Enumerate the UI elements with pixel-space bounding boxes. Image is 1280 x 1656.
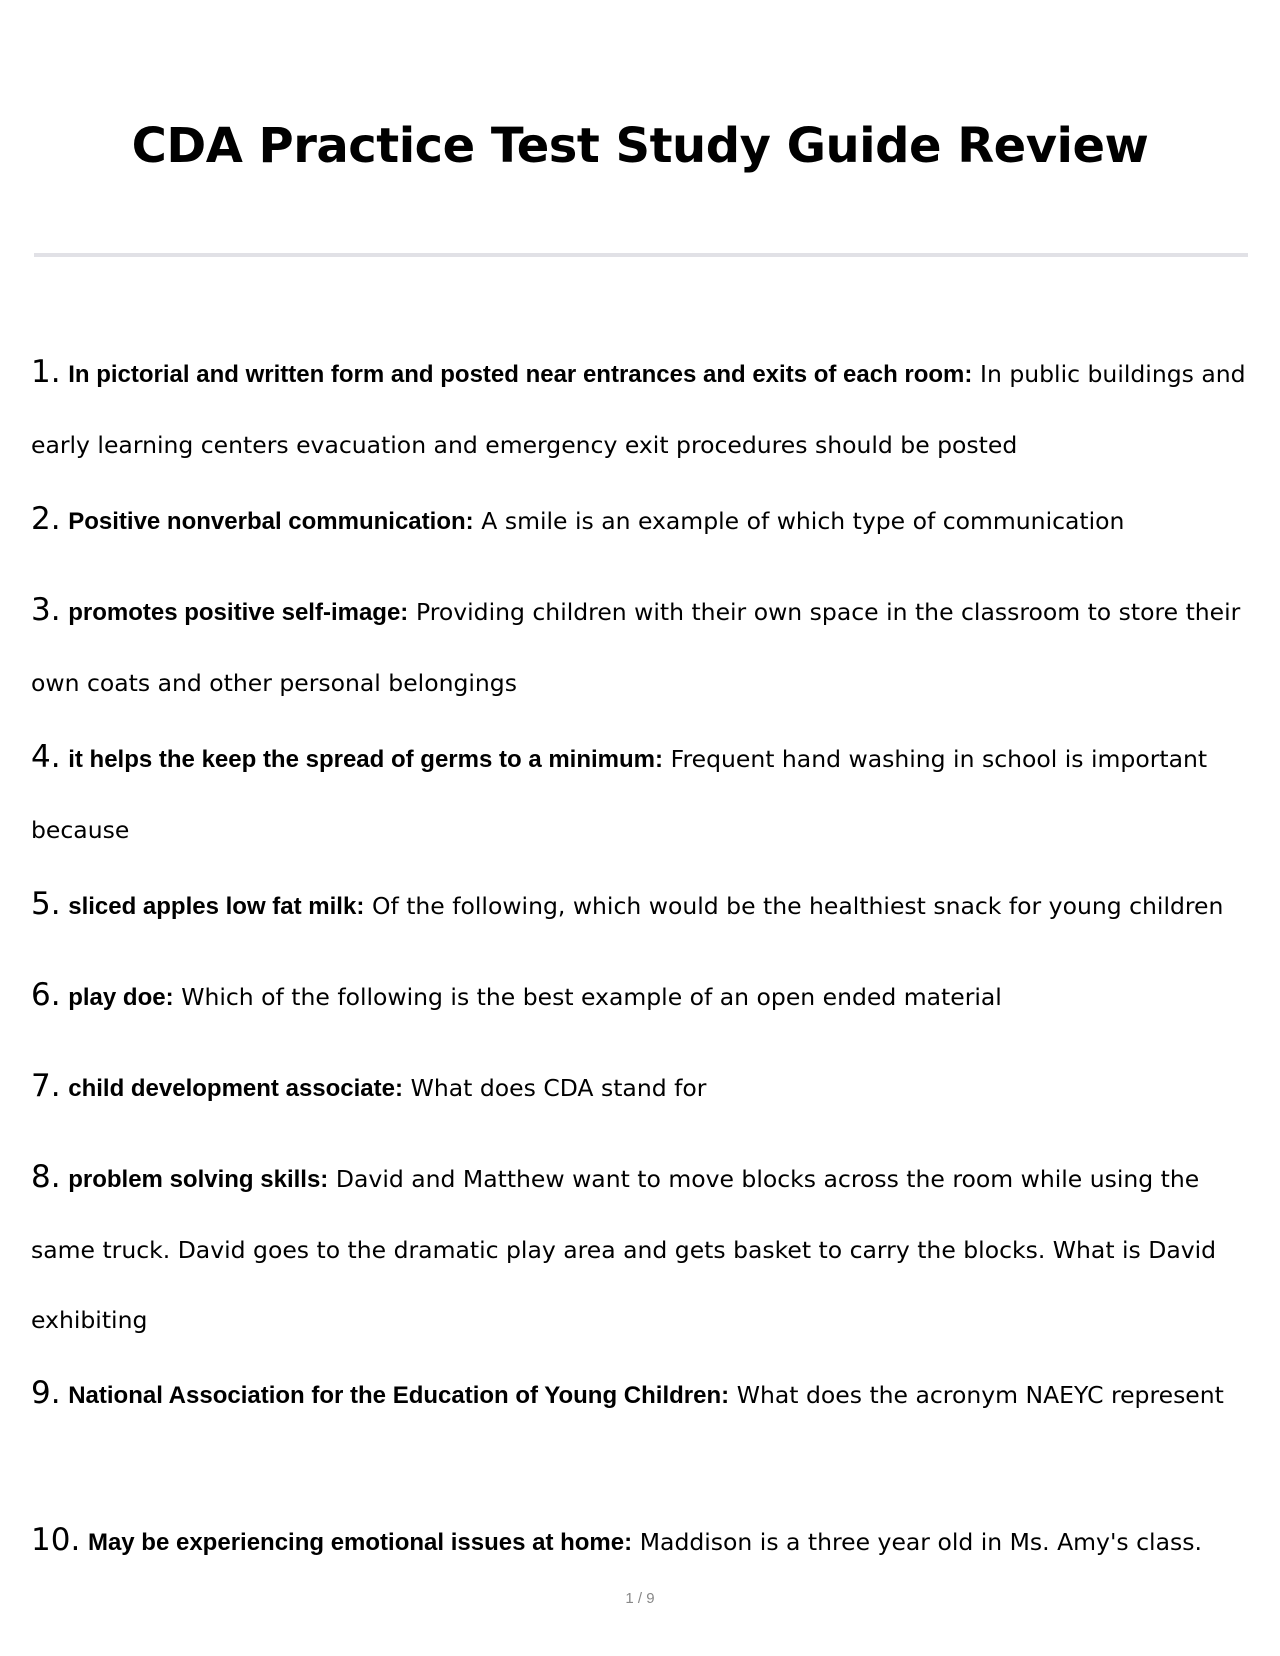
study-item (31, 869, 1253, 942)
item-number: 8. (31, 1159, 61, 1195)
item-question: Of the following, which would be the healthiest snack for young children (371, 892, 1224, 920)
item-question: David and Matthew want to move blocks across the room while using the same truck. David goes to the dramatic play area and gets basket to carry the blocks. What is David exhibiting (31, 1165, 1217, 1334)
document-title: CDA Practice Test Study Guide Review (131, 118, 1149, 174)
title-divider (34, 253, 1248, 257)
item-answer: National Association for the Education of Young Children: (68, 1382, 730, 1409)
study-item (31, 1358, 1253, 1431)
item-question: Frequent hand washing in school is important because (31, 745, 1208, 844)
study-item (31, 722, 1253, 865)
page-indicator: 1 / 9 (625, 1590, 655, 1607)
item-number: 6. (31, 977, 61, 1013)
item-answer: promotes positive self-image: (68, 599, 409, 626)
item-number: 1. (31, 354, 61, 390)
item-answer: sliced apples low fat milk: (68, 893, 365, 920)
item-answer: play doe: (68, 984, 174, 1011)
study-item (31, 575, 1253, 718)
item-answer: problem solving skills: (68, 1166, 329, 1193)
item-question: Providing children with their own space in the classroom to store their own coats and other personal belongings (31, 598, 1241, 697)
item-question: Which of the following is the best example of an open ended material (181, 983, 1002, 1011)
item-number: 4. (31, 739, 61, 775)
item-number: 3. (31, 592, 61, 628)
item-number: 2. (31, 501, 61, 537)
item-number: 10. (31, 1522, 81, 1558)
item-question: In public buildings and early learning centers evacuation and emergency exit procedures should be posted (31, 360, 1246, 459)
item-question: A smile is an example of which type of communication (481, 507, 1125, 535)
item-answer: it helps the keep the spread of germs to a minimum: (68, 746, 664, 773)
item-question: Maddison is a three year old in Ms. Amy's class. (639, 1528, 1202, 1556)
study-item (31, 484, 1253, 557)
study-item (31, 337, 1253, 480)
study-item (31, 1505, 1253, 1578)
item-number: 5. (31, 886, 61, 922)
item-answer: In pictorial and written form and posted near entrances and exits of each room: (68, 361, 973, 388)
study-item (31, 960, 1253, 1033)
item-answer: Positive nonverbal communication: (68, 508, 474, 535)
item-question: What does CDA stand for (410, 1074, 707, 1102)
item-answer: child development associate: (68, 1075, 403, 1102)
study-item (31, 1142, 1253, 1355)
study-item (31, 1051, 1253, 1124)
item-answer: May be experiencing emotional issues at home: (87, 1529, 633, 1556)
item-question: What does the acronym NAEYC represent (736, 1381, 1224, 1409)
item-number: 9. (31, 1375, 61, 1411)
item-number: 7. (31, 1068, 61, 1104)
